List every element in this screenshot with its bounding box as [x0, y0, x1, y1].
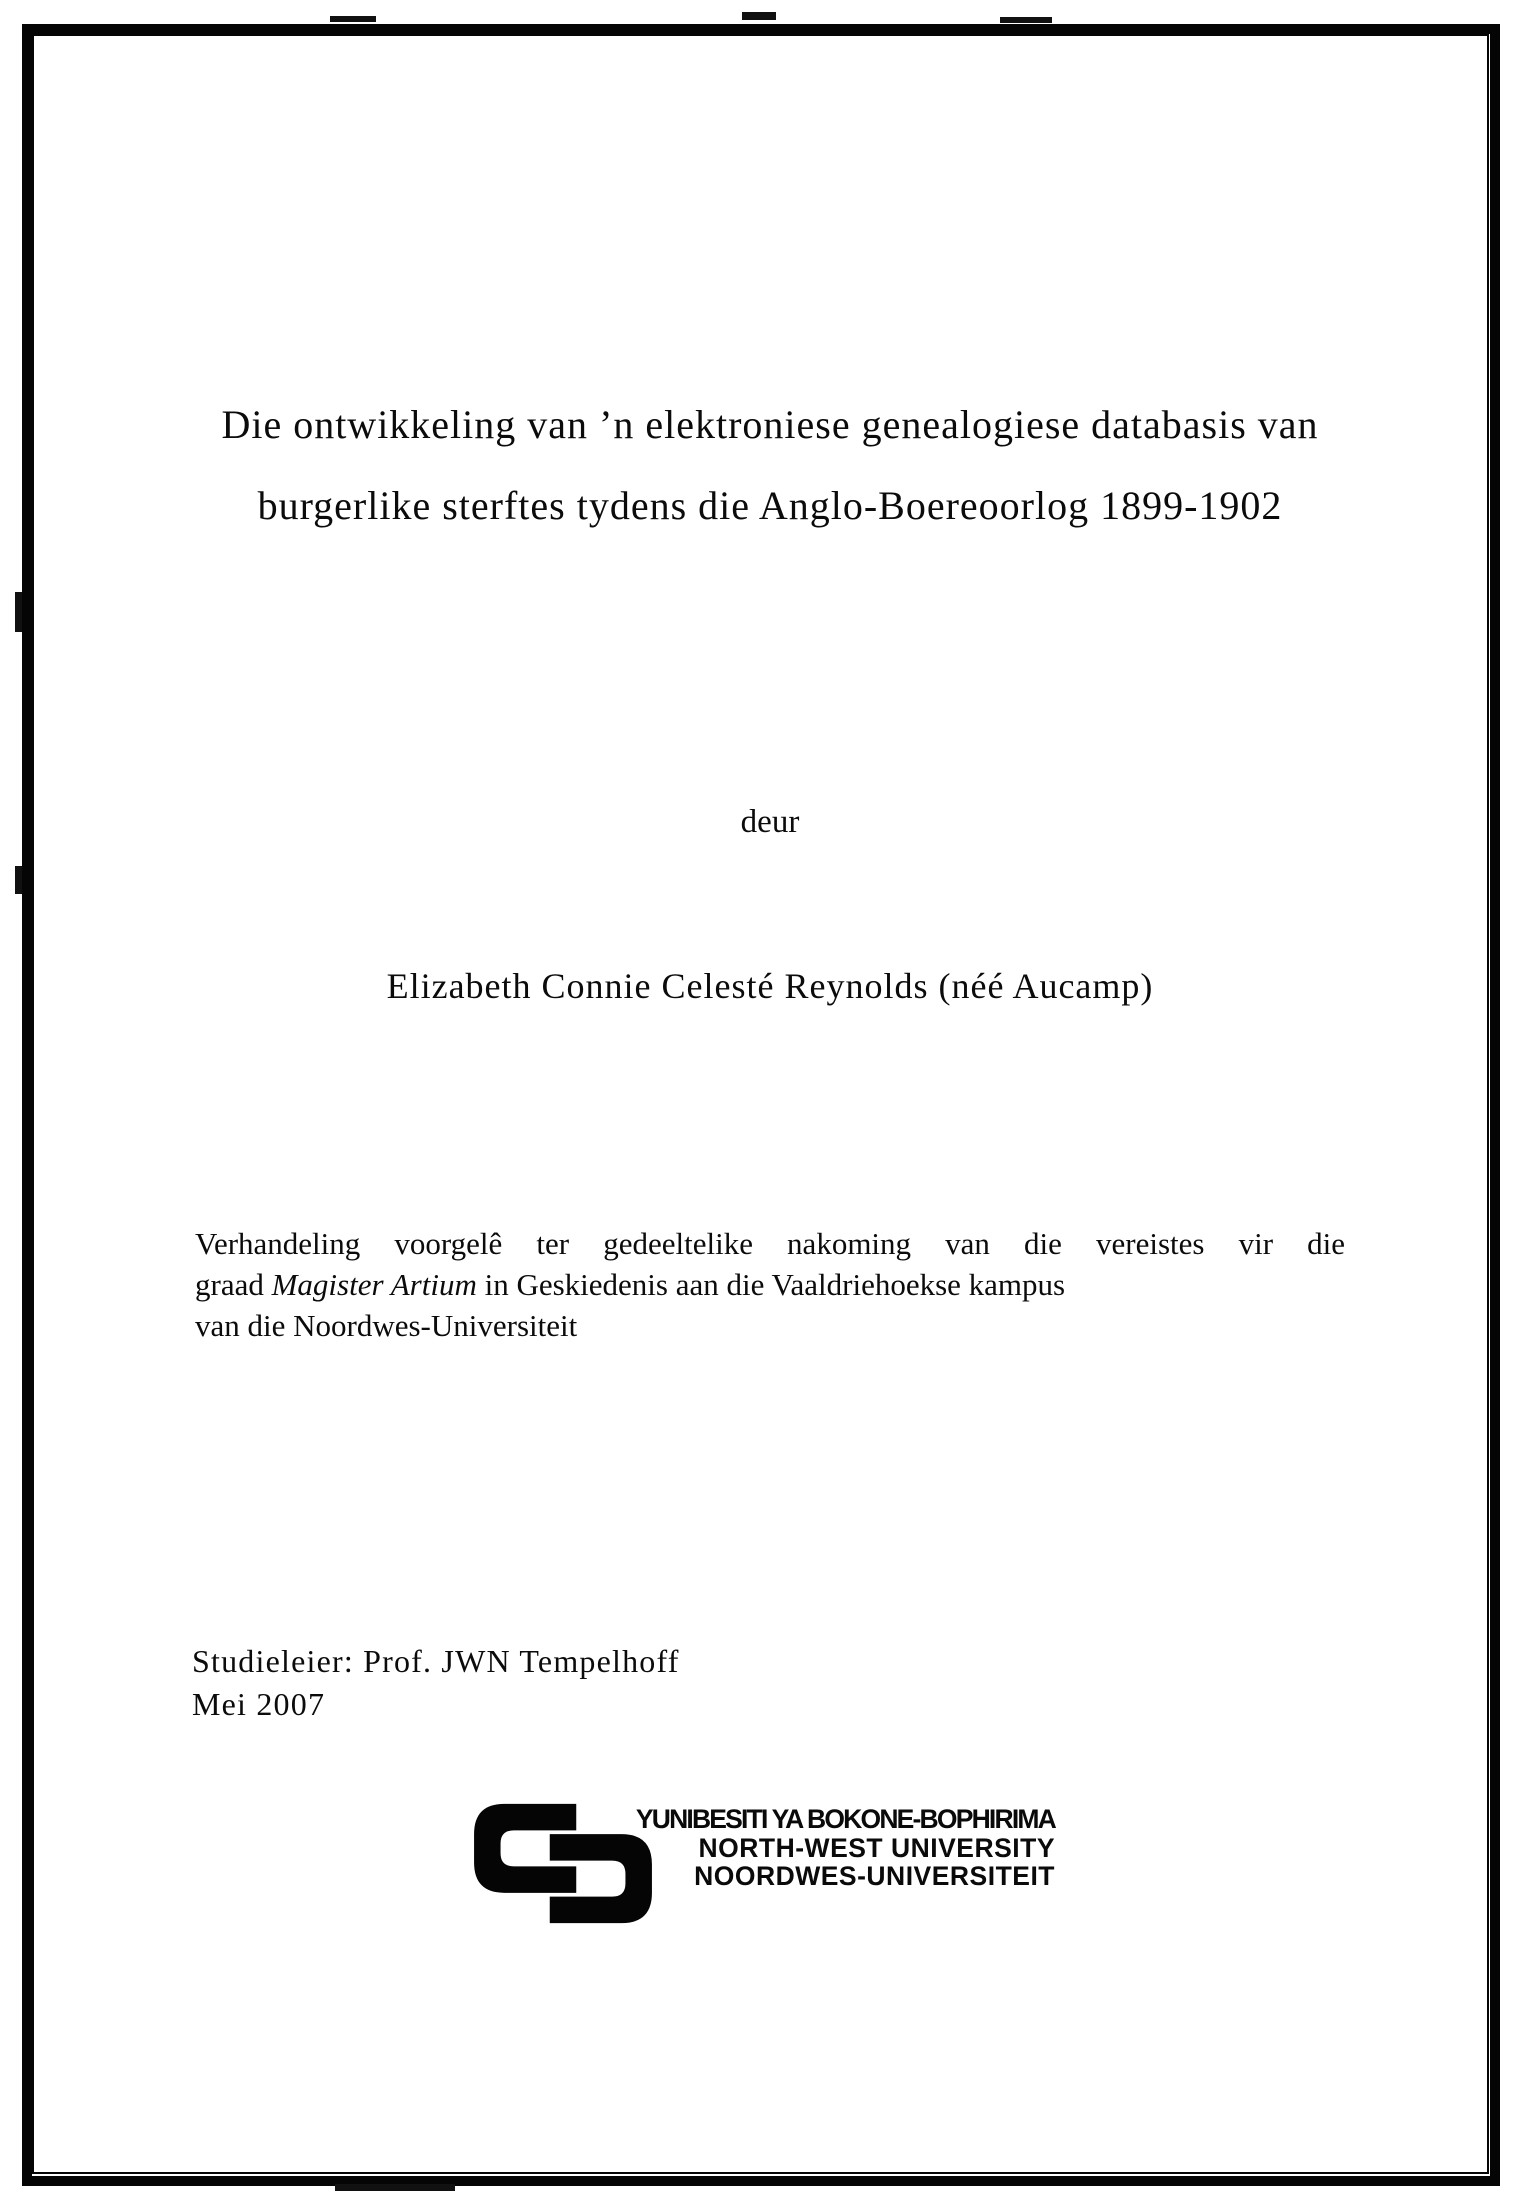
author-name: Elizabeth Connie Celesté Reynolds (néé Aucamp)	[386, 966, 1154, 1006]
supervisor-line: Studieleier: Prof. JWN Tempelhoff	[192, 1643, 680, 1679]
logo-text-setswana: YUNIBESITI YA BOKONE-BOPHIRIMA	[635, 1804, 1055, 1834]
scan-artifact	[15, 592, 22, 632]
scan-artifact	[15, 866, 22, 894]
statement-line-3: van die Noordwes-Universiteit	[195, 1308, 578, 1343]
university-logo-text	[600, 1805, 1055, 1891]
supervisor-block	[192, 1640, 680, 1726]
title-line-2: burgerlike sterftes tydens die Anglo-Boereoorlog 1899-1902	[257, 483, 1283, 528]
statement-line-2-pre: graad	[195, 1267, 272, 1302]
title-line-1: Die ontwikkeling van ’n elektroniese genealogiese databasis van	[221, 402, 1319, 447]
scan-artifact	[1000, 17, 1052, 23]
scan-artifact	[742, 12, 776, 20]
thesis-statement	[195, 1223, 1345, 1346]
scan-artifact	[330, 16, 376, 22]
logo-text-afrikaans: NOORDWES-UNIVERSITEIT	[694, 1861, 1055, 1891]
byline-deur: deur	[740, 804, 800, 840]
date-line: Mei 2007	[192, 1686, 326, 1722]
degree-name-italic: Magister Artium	[271, 1267, 477, 1302]
statement-line-2	[195, 1264, 1345, 1305]
scan-artifact	[335, 2184, 455, 2191]
statement-line-2-post: in Geskiedenis aan die Vaaldriehoekse kampus	[476, 1267, 1066, 1302]
thesis-title	[110, 384, 1430, 546]
logo-text-english: NORTH-WEST UNIVERSITY	[698, 1832, 1055, 1863]
statement-line-1: Verhandeling voorgelê ter gedeeltelike nakoming van die vereistes vir die	[195, 1226, 1345, 1261]
